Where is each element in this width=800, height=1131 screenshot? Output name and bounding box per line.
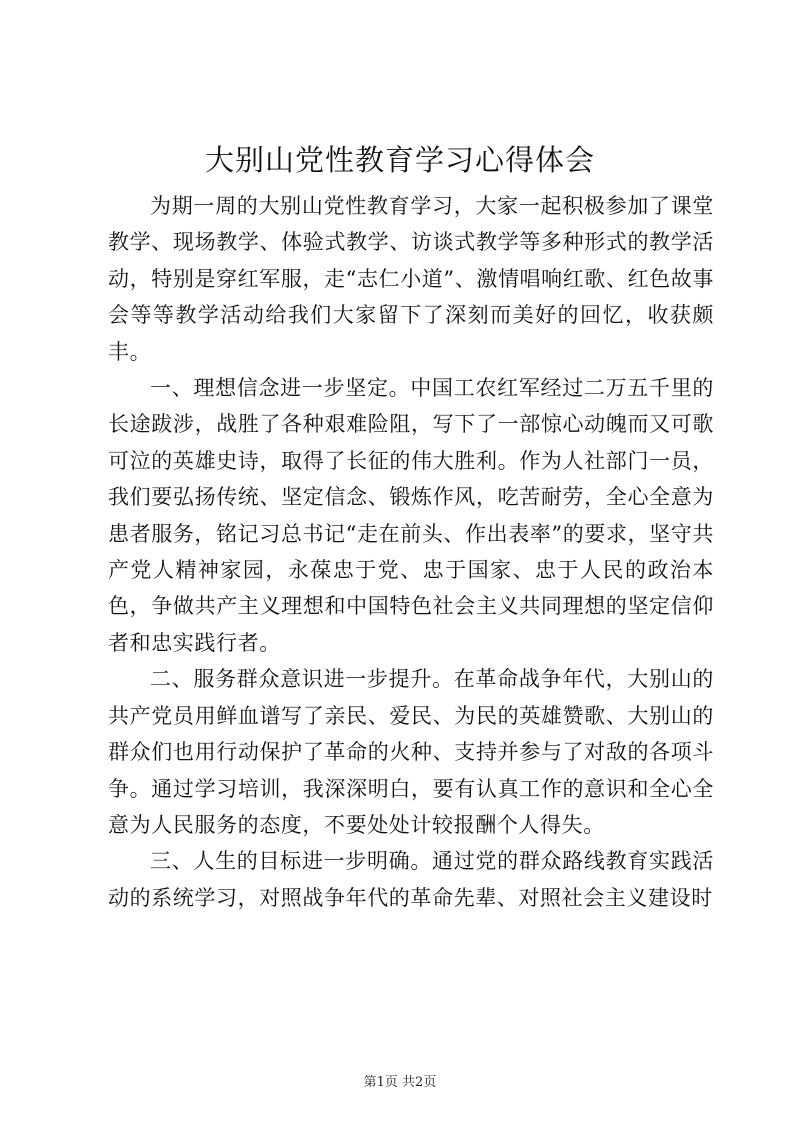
- paragraph-section-3: 三、人生的目标进一步明确。通过党的群众路线教育实践活动的系统学习，对照战争年代的革命先辈、对照社会主义建设时: [108, 849, 714, 910]
- paragraph-section-1: 一、理想信念进一步坚定。中国工农红军经过二万五千里的长途跋涉，战胜了各种艰难险阻，写下了一部惊心动魄而又可歌可泣的英雄史诗，取得了长征的伟大胜利。作为人社部门一员，我们要弘扬传统、坚定信念、锻炼作风，吃苦耐劳，全心全意为患者服务，铭记习总书记“走在前头、作出表率”的要求，坚守共产党人精神家园，永葆忠于党、忠于国家、忠于人民的政治本色，争做共产主义理想和中国特色社会主义共同理想的坚定信仰者和忠实践行者。: [108, 376, 714, 655]
- document-title: 大别山党性教育学习心得体会: [204, 143, 595, 177]
- paragraph-intro: 为期一周的大别山党性教育学习，大家一起积极参加了课堂教学、现场教学、体验式教学、访谈式教学等多种形式的教学活动，特别是穿红军服，走“志仁小道”、激情唱响红歌、红色故事会等等教学活动给我们大家留下了深刻而美好的回忆，收获颇丰。: [108, 194, 714, 364]
- paragraph-section-2: 二、服务群众意识进一步提升。在革命战争年代，大别山的共产党员用鲜血谱写了亲民、爱民、为民的英雄赞歌、大别山的群众们也用行动保护了革命的火种、支持并参与了对敌的各项斗争。通过学习培训，我深深明白，要有认真工作的意识和全心全意为人民服务的态度，不要处处计较报酬个人得失。: [108, 667, 714, 837]
- document-body: [108, 188, 714, 916]
- page-number-footer: 第1页 共2页: [363, 1075, 437, 1090]
